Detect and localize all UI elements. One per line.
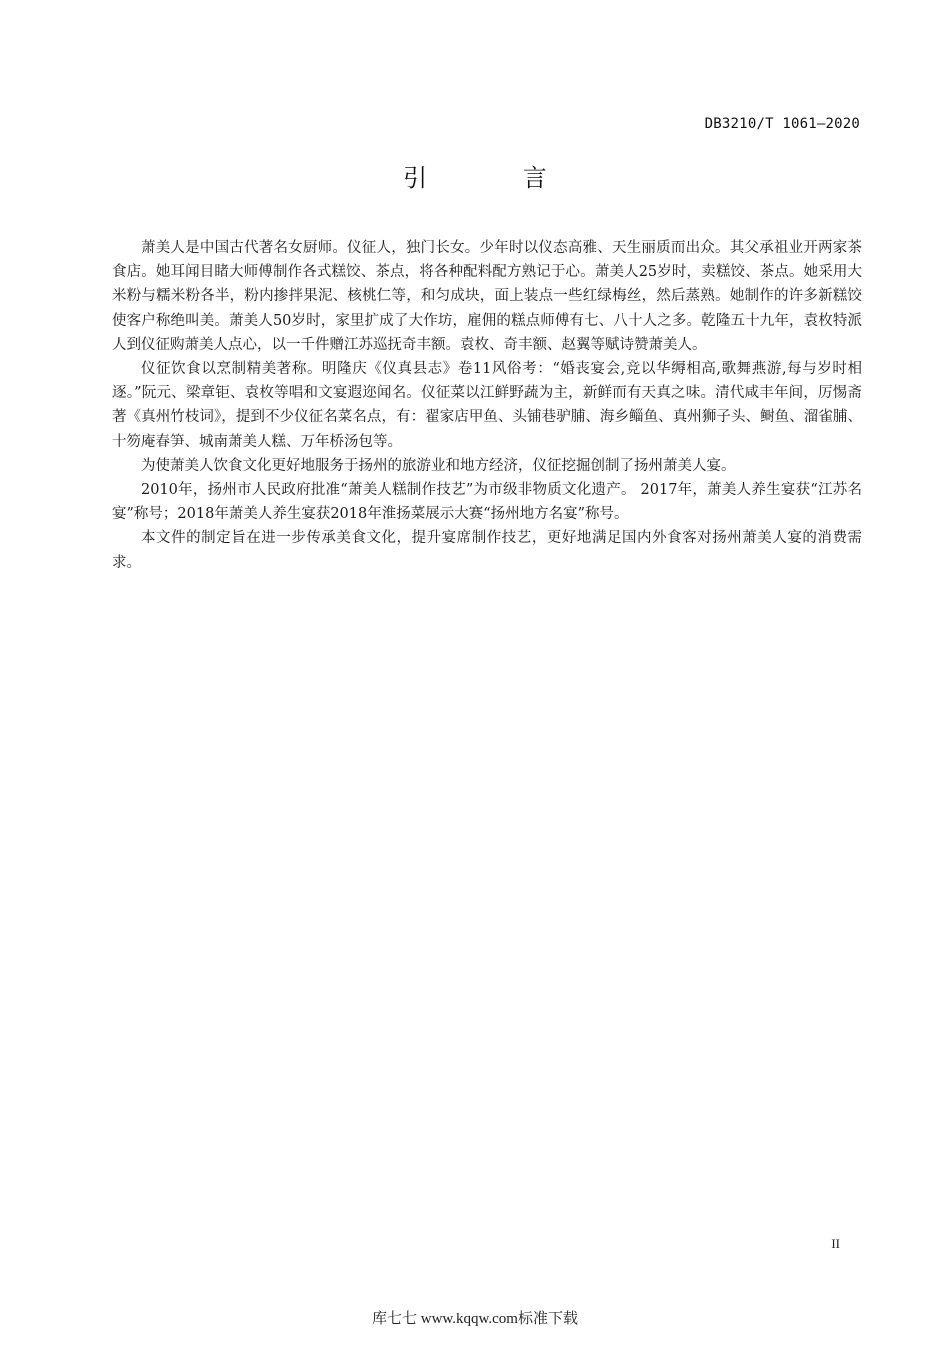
paragraph-purpose: 为使萧美人饮食文化更好地服务于扬州的旅游业和地方经济，仪征挖掘创制了扬州萧美人宴。 [141, 457, 736, 474]
footer-watermark: 库七七 www.kqqw.com标准下载 [372, 1311, 578, 1327]
paragraph-cuisine: 仪征饮食以烹制精美著称。明隆庆《仪真县志》卷11风俗考：“婚丧宴会,竞以华缛相高,歌舞燕游,每与岁时相逐。”阮元、梁章钜、袁枚等唱和文宴遐迩闻名。仪征菜以江鲜野蔬为主，新鲜而有天真之味。清代咸丰年间，厉惕斋著《真州竹枝词》，提到不少仪征名菜名点，有：翟家店甲鱼、头铺巷驴脯、海乡鲻鱼、真州狮子头、鲥鱼、溜雀脯、十笏庵春笋、城南萧美人糕、万年桥汤包等。 [112, 361, 862, 450]
standard-code: DB3210/T 1061—2020 [704, 116, 860, 132]
paragraph-history: 萧美人是中国古代著名女厨师。仪征人，独门长女。少年时以仪态高雅、天生丽质而出众。其父承祖业开两家茶食店。她耳闻目睹大师傅制作各式糕饺、茶点，将各种配料配方熟记于心。萧美人25岁时，卖糕饺、茶点。她采用大米粉与糯米粉各半，粉内掺拌果泥、核桃仁等，和匀成块，面上装点一些红绿梅丝，然后蒸熟。她制作的许多新糕饺使客户称绝叫美。萧美人50岁时，家里扩成了大作坊，雇佣的糕点师傅有七、八十人之多。乾隆五十九年，袁枚特派人到仪征购萧美人点心，以一千件赠江苏巡抚奇丰额。袁枚、奇丰额、赵翼等赋诗赞萧美人。 [112, 240, 862, 353]
page-title: 引 言 [403, 164, 591, 192]
paragraph-aim: 本文件的制定旨在进一步传承美食文化，提升宴席制作技艺，更好地满足国内外食客对扬州萧美人宴的消费需求。 [112, 530, 862, 571]
introduction-body [112, 236, 862, 575]
page-number: II [831, 1236, 840, 1251]
paragraph-honors: 2010年，扬州市人民政府批准“萧美人糕制作技艺”为市级非物质文化遗产。 2017年，萧美人养生宴获“江苏名宴”称号；2018年萧美人养生宴获2018年淮扬菜展示大赛“扬州地方名宴”称号。 [112, 482, 862, 523]
